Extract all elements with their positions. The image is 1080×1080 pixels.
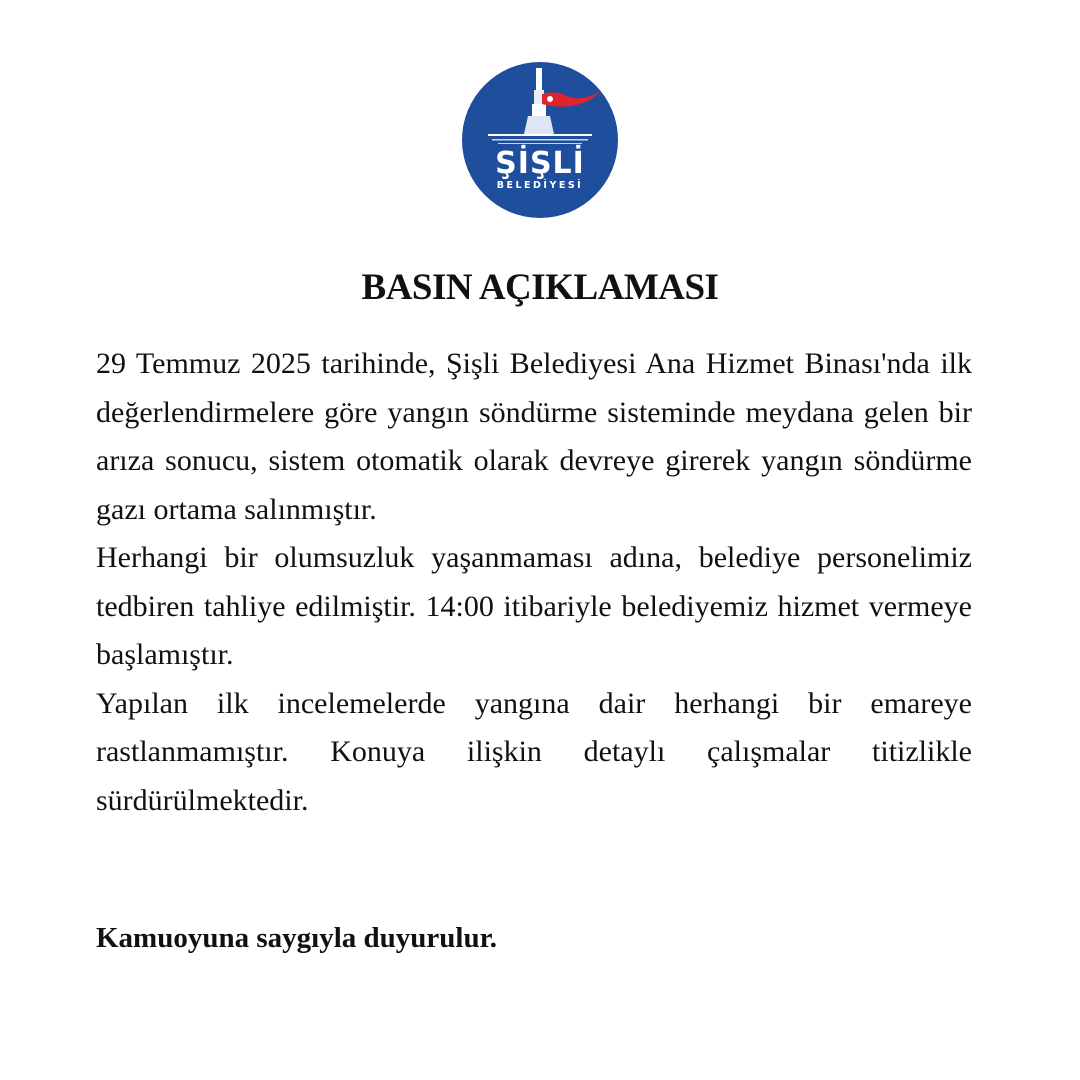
paragraph: Herhangi bir olumsuzluk yaşanmaması adına, belediye personelimiz tedbiren tahliye edilmiştir. 14:00 itibariyle belediyemiz hizmet vermeye başlamıştır. [96,541,972,671]
paragraph: Yapılan ilk incelemelerde yangına dair herhangi bir emareye rastlanmamıştır. Konuya ilişkin detaylı çalışmalar titizlikle sürdürülmektedir. [96,686,972,817]
paragraph: 29 Temmuz 2025 tarihinde, Şişli Belediyesi Ana Hizmet Binası'nda ilk değerlendirmelere göre yangın söndürme sisteminde meydana gelen bir arıza sonucu, sistem otomatik olarak devreye girerek yangın söndürme gazı ortama salınmıştır. [96,347,972,526]
logo-circle [462,62,618,218]
logo-name: ŞİŞLİ [495,146,585,181]
closing-statement: Kamuoyuna saygıyla duyurulur. [96,922,498,954]
logo-subtitle: BELEDİYESİ [496,180,584,191]
tower-flag-icon [462,62,618,218]
press-release-body [96,340,972,825]
page-title: BASIN AÇIKLAMASI [361,267,719,308]
sisli-belediyesi-logo [462,62,618,218]
